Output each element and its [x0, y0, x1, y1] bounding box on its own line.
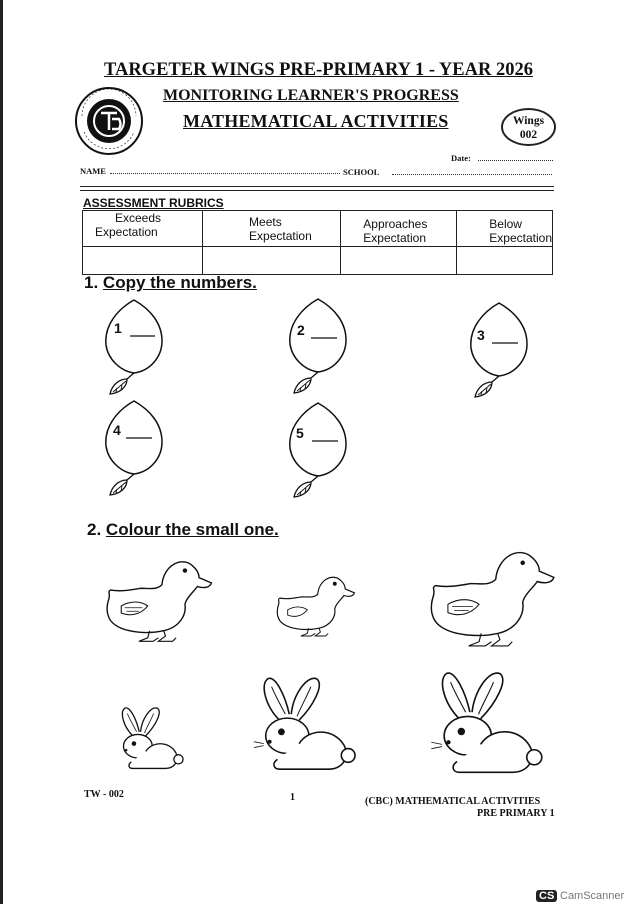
lemon-icon: [100, 297, 175, 399]
rubric-col-meets: [203, 211, 341, 247]
rubric-col-exceeds: [83, 211, 203, 247]
header-rule-bottom: [80, 190, 554, 191]
rabbit-medium-icon[interactable]: [250, 670, 358, 780]
name-field[interactable]: [110, 173, 340, 174]
rubric-col-below-line2: Expectation: [489, 231, 552, 245]
header-rule-top: [80, 186, 554, 187]
footer-page-number: 1: [290, 792, 295, 803]
camscanner-text: CamScanner: [560, 890, 625, 902]
rubric-col-below-line1: Below: [489, 217, 522, 231]
rubric-col-meets-line2: Expectation: [249, 229, 312, 243]
rubric-tick-meets[interactable]: [203, 247, 341, 275]
lemon-number: 3: [477, 327, 485, 343]
question-1-text: Copy the numbers.: [102, 273, 257, 292]
badge-line-1: Wings: [512, 115, 545, 127]
lemon-icon: [284, 400, 359, 502]
lemon-item-5: [284, 400, 359, 502]
duck-small-icon[interactable]: [272, 568, 357, 640]
duck-medium-icon[interactable]: [100, 548, 215, 648]
rubrics-title: ASSESSMENT RUBRICS: [83, 196, 224, 210]
rubric-col-below: [457, 211, 553, 247]
lemon-icon: [100, 398, 175, 500]
title-line-3: MATHEMATICAL ACTIVITIES: [183, 111, 449, 131]
rubric-col-exceeds-line2: Expectation: [95, 225, 158, 239]
footer-subject-line1: (CBC) MATHEMATICAL ACTIVITIES: [365, 796, 541, 807]
school-logo: [74, 86, 144, 156]
lemon-number: 4: [113, 422, 121, 438]
school-label: SCHOOL: [343, 167, 380, 177]
lemon-number: 2: [297, 322, 305, 338]
lemon-item-3: [465, 300, 540, 402]
date-label: Date:: [451, 153, 471, 163]
wings-code-badge: [501, 108, 556, 146]
rubric-tick-approaches[interactable]: [341, 247, 457, 275]
school-field[interactable]: [392, 174, 552, 175]
rubric-col-approaches-line2: Expectation: [363, 231, 426, 245]
lemon-icon: [284, 296, 359, 398]
question-2-heading: [87, 520, 279, 540]
rubrics-tick-row: [83, 247, 553, 275]
rabbit-large-icon[interactable]: [427, 663, 545, 785]
lemon-item-4: [100, 398, 175, 500]
rubric-col-approaches: [341, 211, 457, 247]
lemon-number: 5: [296, 425, 304, 441]
rubric-col-exceeds-line1: Exceeds: [115, 211, 162, 225]
page-edge-line: [0, 0, 3, 904]
duck-large-icon[interactable]: [423, 530, 558, 660]
date-field[interactable]: [478, 160, 553, 161]
footer-code: TW - 002: [84, 789, 124, 800]
lemon-number: 1: [114, 320, 122, 336]
rubrics-table: [82, 210, 553, 275]
lemon-item-2: [284, 296, 359, 398]
lemon-icon: [465, 300, 540, 402]
question-2-text: Colour the small one.: [105, 520, 279, 539]
badge-line-2: 002: [519, 129, 538, 141]
lemon-item-1: [100, 297, 175, 399]
rubric-col-meets-line1: Meets: [249, 215, 282, 229]
rubric-col-approaches-line1: Approaches: [363, 217, 428, 231]
rubrics-header-row: [83, 211, 553, 247]
rabbit-small-icon[interactable]: [110, 703, 188, 775]
name-label: NAME: [80, 166, 106, 176]
rubric-tick-exceeds[interactable]: [83, 247, 203, 275]
question-1-number: 1.: [84, 273, 99, 292]
question-2-number: 2.: [87, 520, 102, 539]
title-line-1: TARGETER WINGS PRE-PRIMARY 1 - YEAR 2026: [104, 60, 533, 80]
question-1-heading: [84, 273, 257, 293]
footer-subject-line2: PRE PRIMARY 1: [477, 808, 555, 819]
camscanner-badge: CS: [536, 890, 557, 902]
rubric-tick-below[interactable]: [457, 247, 553, 275]
title-line-2: MONITORING LEARNER'S PROGRESS: [163, 87, 459, 104]
